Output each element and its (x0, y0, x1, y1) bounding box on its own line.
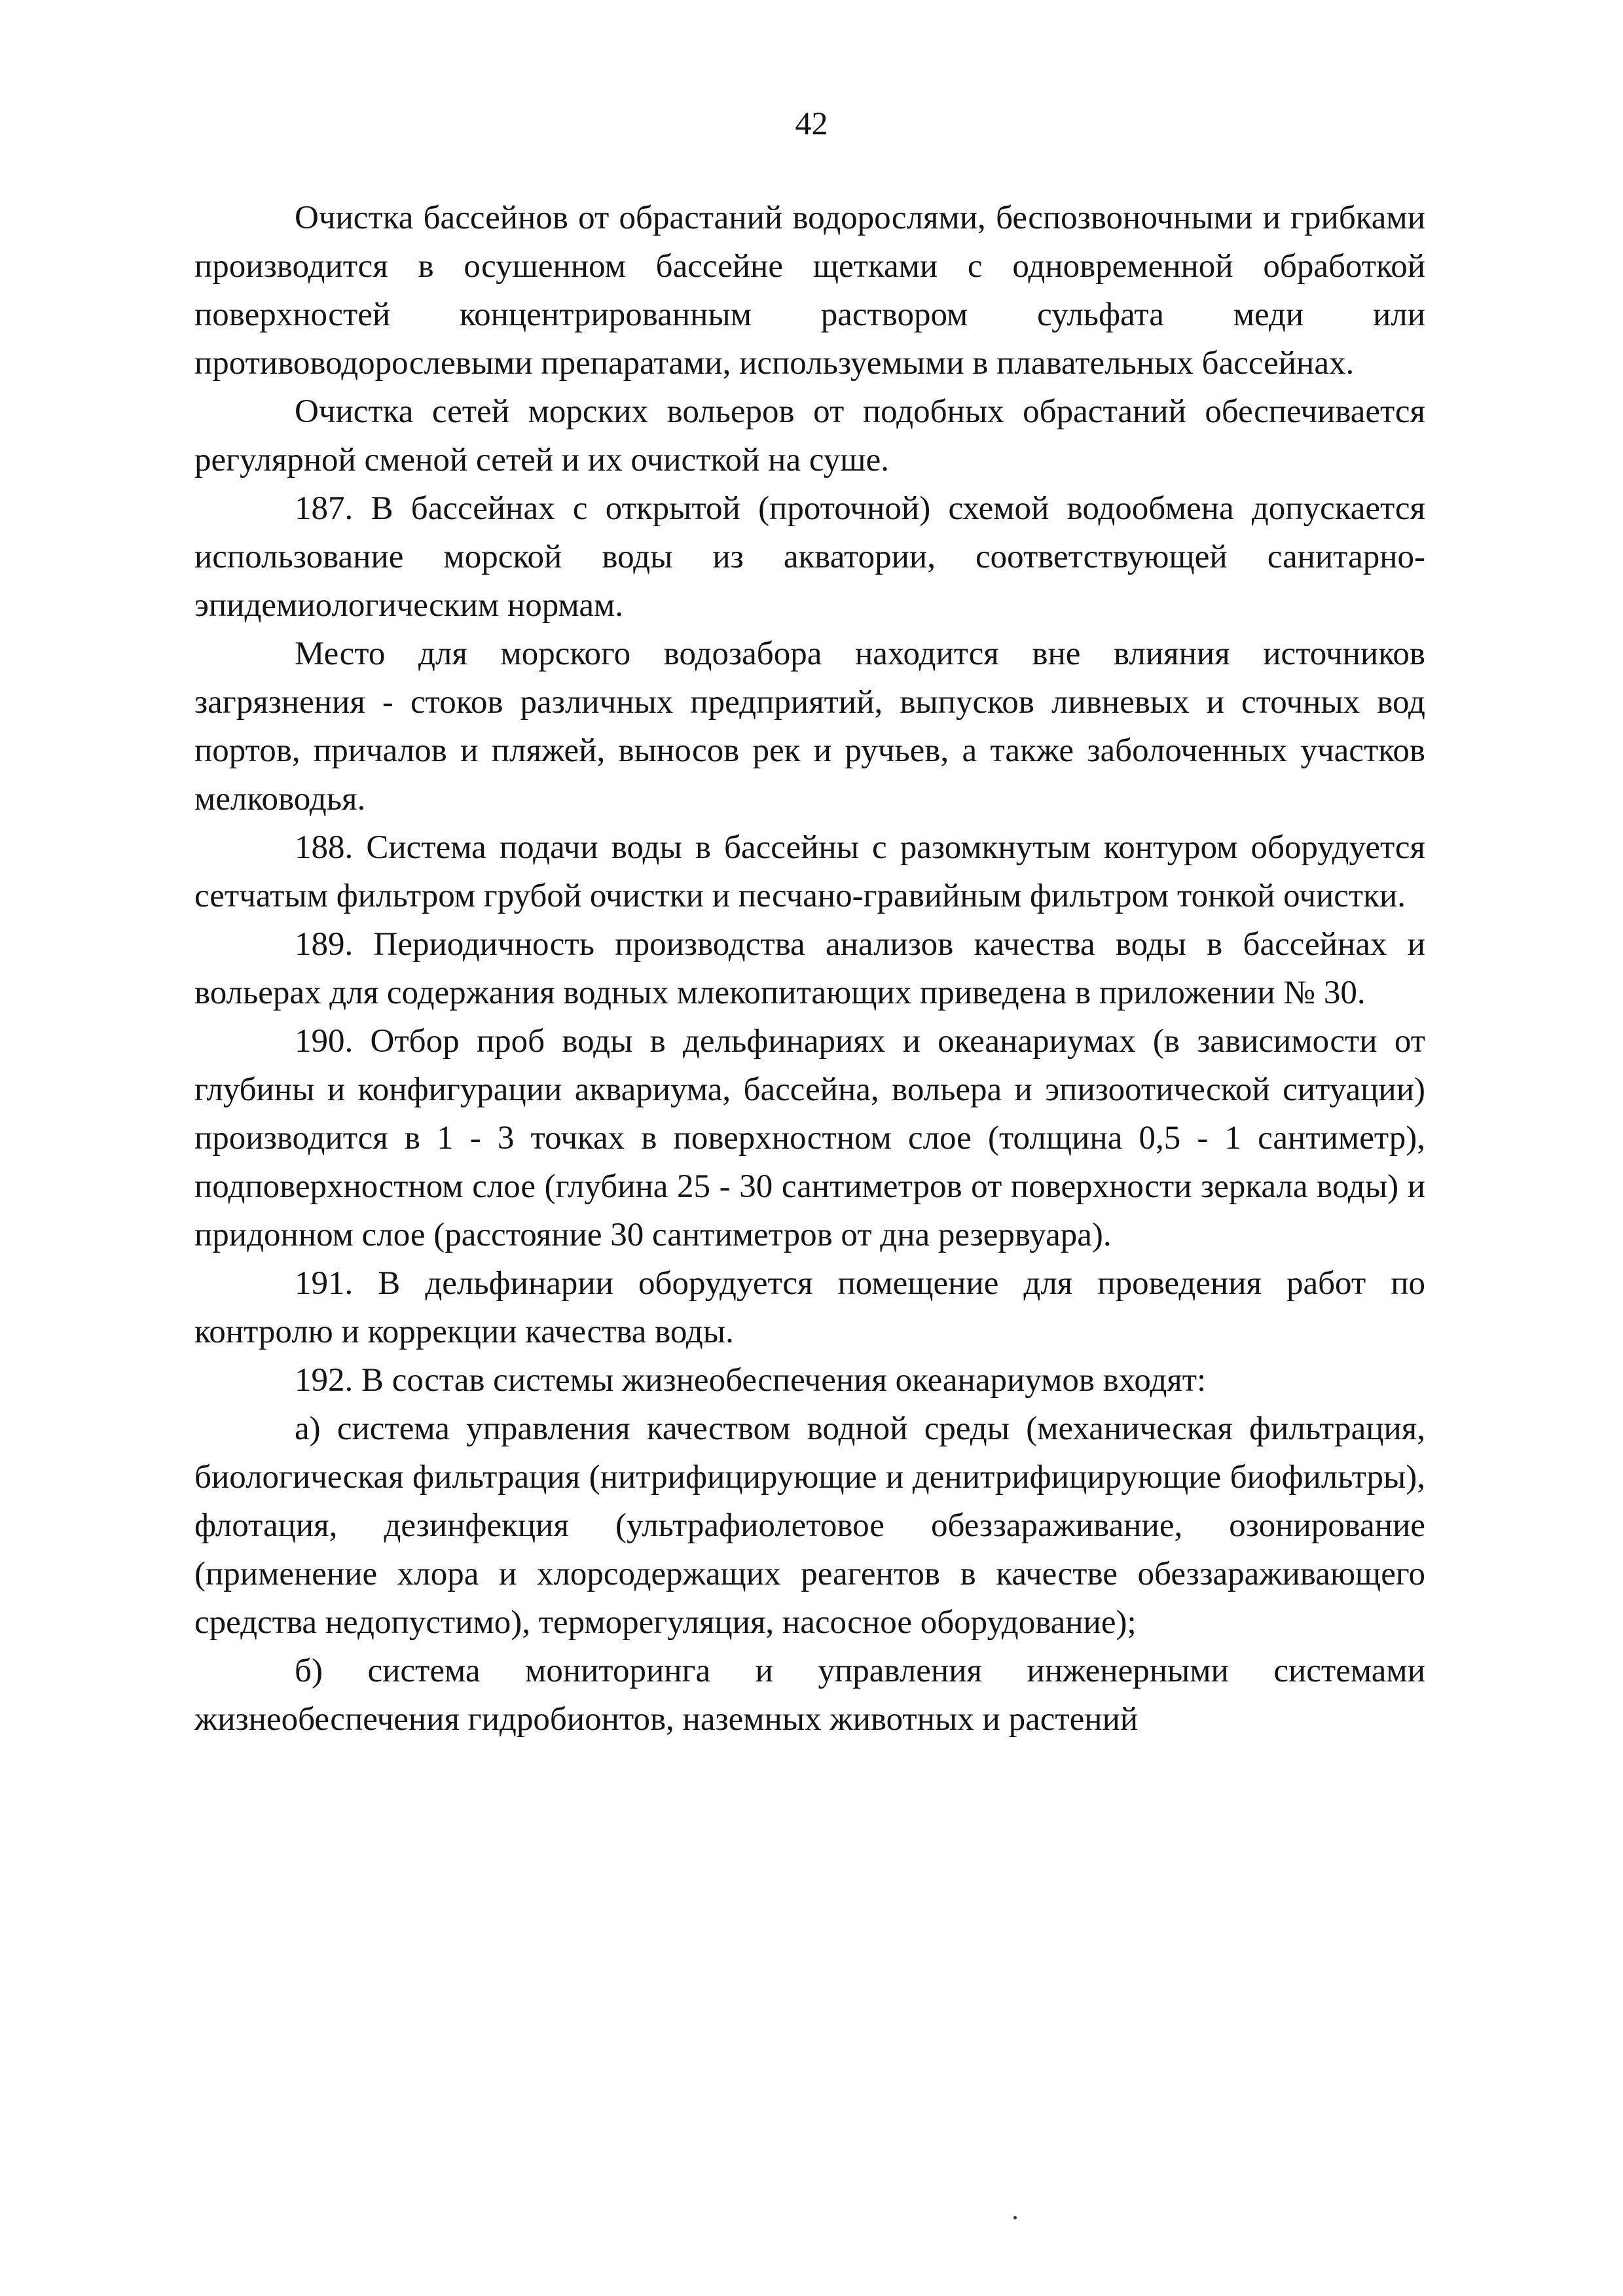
list-item-b: б) система мониторинга и управления инженерными системами жизнеобеспечения гидробионтов, наземных животных и растений (194, 1653, 1425, 1738)
paragraph-192: 192. В состав системы жизнеобеспечения океанариумов входят: (295, 1362, 1207, 1399)
paragraph-pool-cleaning: Очистка бассейнов от обрастаний водорослями, беспозвоночными и грибками производится в осушенном бассейне щетками с одновременной обработкой поверхностей концентрированным раствором сульфата меди или противоводорослевыми препаратами, используемыми в плавательных бассейнах. (194, 200, 1425, 382)
paragraph-190: 190. Отбор проб воды в дельфинариях и океанариумах (в зависимости от глубины и конфигурации аквариума, бассейна, вольера и эпизоотической ситуации) производится в 1 - 3 точках в поверхностном слое (толщина 0,5 - 1 сантиметр), подповерхностном слое (глубина 25 - 30 сантиметров от поверхности зеркала воды) и придонном слое (расстояние 30 сантиметров от дна резервуара). (194, 1023, 1425, 1253)
document-body (194, 194, 1425, 1744)
paragraph-water-intake: Место для морского водозабора находится вне влияния источников загрязнения - стоков различных предприятий, выпусков ливневых и сточных вод портов, причалов и пляжей, выносов рек и ручьев, а также заболоченных участков мелководья. (194, 636, 1425, 817)
page-number: 42 (795, 105, 828, 141)
list-item-a: а) система управления качеством водной среды (механическая фильтрация, биологическая фильтрация (нитрифицирующие и денитрифицирующие биофильтры), флотация, дезинфекция (ультрафиолетовое обеззараживание, озонирование (применение хлора и хлорсодержащих реагентов в качестве обеззараживающего средства недопустимо), терморегуляция, насосное оборудование); (194, 1410, 1425, 1641)
paragraph-net-cleaning: Очистка сетей морских вольеров от подобных обрастаний обеспечивается регулярной сменой сетей и их очисткой на суше. (194, 393, 1425, 478)
paragraph-188: 188. Система подачи воды в бассейны с разомкнутым контуром оборудуется сетчатым фильтром грубой очистки и песчано-гравийным фильтром тонкой очистки. (194, 829, 1425, 914)
scan-speck (1013, 2216, 1017, 2219)
paragraph-189: 189. Периодичность производства анализов качества воды в бассейнах и вольерах для содержания водных млекопитающих приведена в приложении № 30. (194, 926, 1425, 1011)
paragraph-191: 191. В дельфинарии оборудуется помещение для проведения работ по контролю и коррекции качества воды. (194, 1265, 1425, 1350)
paragraph-187: 187. В бассейнах с открытой (проточной) схемой водообмена допускается использование морской воды из акватории, соответствующей санитарно-эпидемиологическим нормам. (194, 490, 1425, 624)
